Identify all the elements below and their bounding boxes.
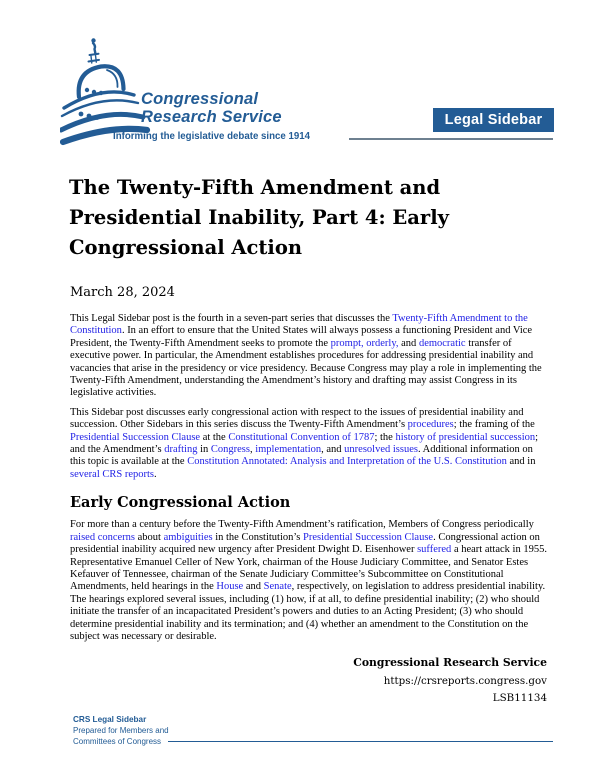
signature-url[interactable]: https://crsreports.congress.gov <box>383 675 547 687</box>
footer-line2-row <box>73 736 553 747</box>
paragraph-text: , <box>249 444 256 456</box>
paragraph-text: This Sidebar post discusses early congressional action with respect to the issues of presidential inability and succession. Other Sidebars in this series discuss the Twenty-Fifth Amendment’s <box>70 406 524 431</box>
footer-rule <box>168 741 553 742</box>
footer-line2: Committees of Congress <box>73 737 162 746</box>
paragraph-text: . Congressional action on presidential inability acquired new urgency after President Dwight D. Eisenhower <box>70 531 540 556</box>
paragraph-text: at the <box>200 431 229 443</box>
paragraph-text: about <box>135 531 164 543</box>
paragraph-text: For more than a century before the Twenty-Fifth Amendment’s ratification, Members of Congress periodically <box>70 519 534 531</box>
section-heading: Early Congressional Action <box>70 494 291 512</box>
paragraph-text: and <box>243 581 264 593</box>
text-link[interactable]: democratic <box>418 337 466 349</box>
text-link[interactable]: raised concerns <box>70 531 136 543</box>
article-body <box>70 313 549 650</box>
section-paragraphs <box>70 519 549 643</box>
page-footer <box>73 714 553 747</box>
paragraph-text: ; and the Amendment’s <box>70 431 539 456</box>
paragraph <box>70 313 549 400</box>
text-link[interactable]: Presidential Succession Clause <box>303 531 434 543</box>
paragraph <box>70 519 549 643</box>
paragraph-text: , and <box>321 444 345 456</box>
text-link[interactable]: Constitutional Convention of 1787 <box>228 431 375 443</box>
paragraph-text: . In an effort to ensure that the United States will always possess a functioning President and Vice President, the Twenty-Fifth Amendment seeks to promote the <box>70 325 533 349</box>
document-id: LSB11134 <box>492 692 547 704</box>
signature-block <box>353 656 547 704</box>
footer-line1: Prepared for Members and <box>73 726 169 735</box>
paragraph <box>70 407 549 481</box>
paragraph-text: in the Constitution’s <box>212 531 304 543</box>
paragraph-text: transfer of executive power. In particular, the Amendment establishes procedures for addressing presidential inability and vacancies that arise in the presidency or vice presidency. Because Congress may play a role in implementing the Twenty-Fifth Amendment, understanding the Amendment’s history and drafting may assist Congress in its legislative activities. <box>70 337 542 399</box>
paragraph-text: in <box>197 444 211 456</box>
paragraph-text: ; the <box>374 431 396 443</box>
text-link[interactable]: implementation <box>255 444 322 456</box>
paragraph-text: ; the framing of the <box>453 419 535 431</box>
text-link[interactable]: orderly, <box>366 337 399 349</box>
intro-paragraphs <box>70 313 549 481</box>
text-link[interactable]: House <box>216 581 244 593</box>
signature-org: Congressional Research Service <box>353 656 547 669</box>
crs-tagline: Informing the legislative debate since 1914 <box>113 131 311 142</box>
paragraph-text: , respectively, on legislation to address presidential inability. The hearings explored several issues, including (1) how, if at all, to define presidential inability; (2) who should initiate the transfer of an incapacitated President’s powers and duties to an Acting President; (3) who should determine presidential inability and its termination; and (4) whether an amendment to the Constitution on the subject was necessary or desirable. <box>70 581 546 642</box>
crs-logotype-line1: Congressional <box>141 90 259 108</box>
text-link[interactable]: Twenty-Fifth Amendment to the Constitution <box>70 313 528 337</box>
text-link[interactable]: Presidential Succession Clause <box>70 431 201 443</box>
text-link[interactable]: Senate <box>263 581 292 593</box>
header-rule <box>349 138 553 140</box>
publication-date: March 28, 2024 <box>70 285 175 300</box>
paragraph-text: a heart attack in 1955. Representative Emanuel Celler of New York, chairman of the House Judiciary Committee, and Senator Estes Kefauver of Tennessee, chairman of the Senate Judiciary Committee’s Subcommittee on Constitutional Amendments, held hearings in the <box>70 544 547 593</box>
text-link[interactable]: unresolved issues <box>344 444 418 456</box>
text-link[interactable]: drafting <box>164 444 198 456</box>
crs-logotype-line2: Research Service <box>141 107 282 126</box>
text-link[interactable]: history of presidential succession <box>395 431 536 443</box>
paragraph-text: . Additional information on this topic is available at the <box>70 444 533 468</box>
text-link[interactable]: Congress <box>210 444 250 456</box>
text-link[interactable]: procedures <box>407 419 454 431</box>
paragraph-text: This Legal Sidebar post is the fourth in a seven-part series that discusses the <box>70 313 393 324</box>
legal-sidebar-badge: Legal Sidebar <box>433 108 554 132</box>
text-link[interactable]: suffered <box>417 544 452 556</box>
text-link[interactable]: ambiguities <box>163 531 213 543</box>
paragraph-text: . <box>154 468 157 480</box>
text-link[interactable]: several CRS reports <box>70 468 154 480</box>
paragraph-text: and <box>398 337 419 349</box>
text-link[interactable]: Constitution Annotated: Analysis and Interpretation of the U.S. Constitution <box>187 456 507 468</box>
crs-logotype <box>141 91 282 126</box>
page-title: The Twenty-Fifth Amendment and Presidential Inability, Part 4: Early Congressional Action <box>69 176 449 259</box>
text-link[interactable]: prompt, <box>330 337 364 349</box>
footer-product-name: CRS Legal Sidebar <box>73 715 147 724</box>
paragraph-text: and in <box>506 456 536 468</box>
